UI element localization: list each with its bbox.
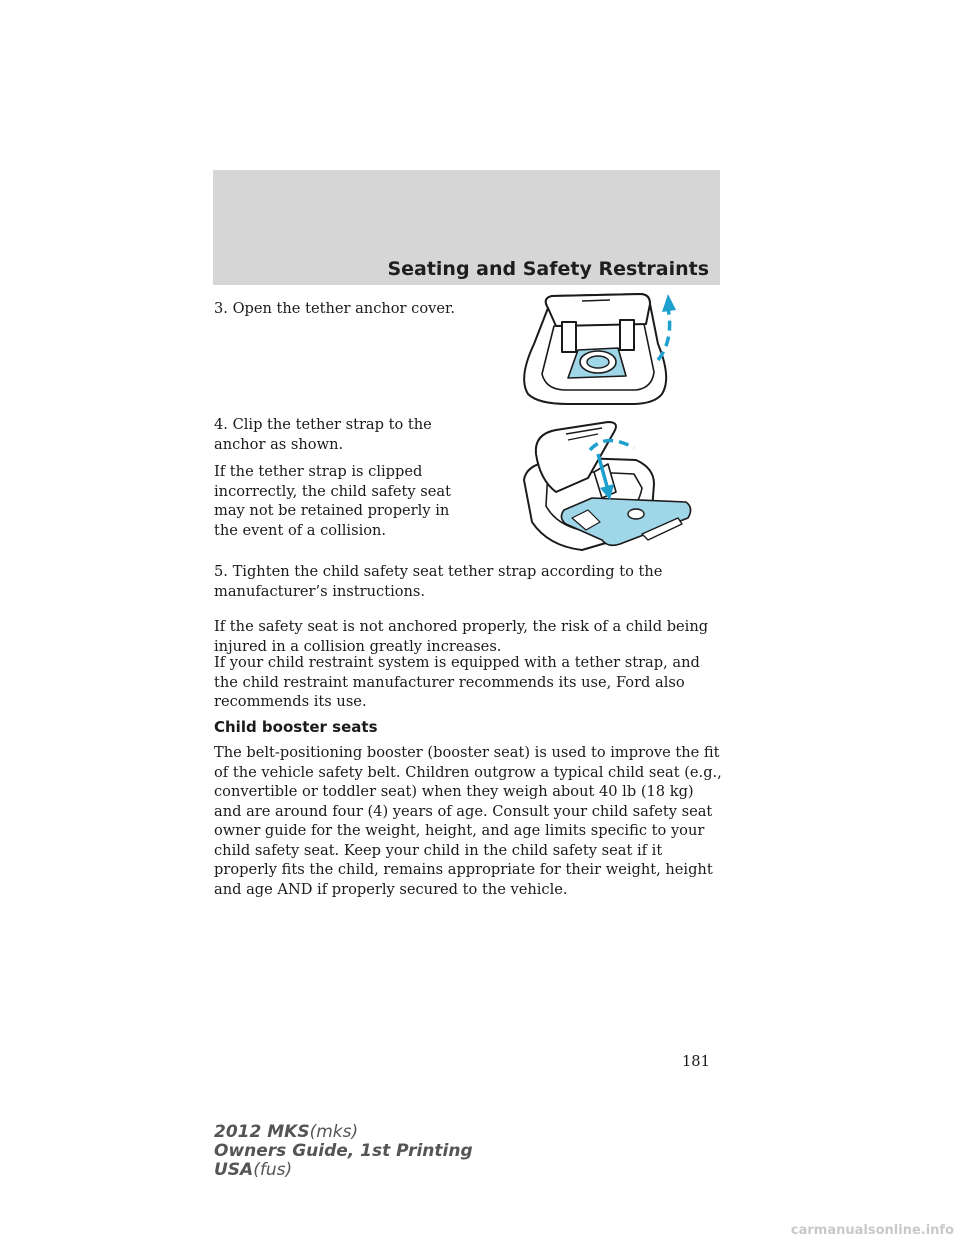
watermark: carmanualsonline.info [790,1223,954,1238]
tether-recommendation-text: If your child restraint system is equipped with a tether strap, and the child restraint manufacturer recommends its use, Ford also recommends its use. [214,654,700,710]
section-title: Seating and Safety Restraints [387,258,709,280]
tether-strap-clip-figure [516,418,704,558]
footer-model: 2012 MKS [214,1122,310,1142]
booster-seats-body: The belt-positioning booster (booster seat) is used to improve the fit of the vehicle safety belt. Children outgrow a typical child seat (e.g., convertible or toddler seat) when they weigh about 40 lb (18 kg) and are around four (4) years of age. Consult your child safety seat owner guide for the weight, height, and age limits specific to your child safety seat. Keep your child in the child safety seat if it properly fits the child, remains appropriate for their weight, height and age AND if properly secured to the vehicle. [214,744,722,898]
footer-region: USA [214,1160,254,1180]
anchor-warning-text: If the safety seat is not anchored properly, the risk of a child being injured in a collision greatly increases. [214,618,709,655]
header-band [213,170,720,285]
tether-warning-text: If the tether strap is clipped incorrectly, the child safety seat may not be retained properly in the event of a collision. [214,463,451,539]
page-number: 181 [682,1053,710,1070]
step-4-text: 4. Clip the tether strap to the anchor as shown. [214,416,432,453]
print-footer [214,1123,473,1180]
step-5-text: 5. Tighten the child safety seat tether strap according to the manufacturer’s instructions. [214,563,663,600]
footer-guide: Owners Guide, 1st Printing [214,1141,473,1161]
footer-model-code: (mks) [309,1122,359,1142]
footer-region-code: (fus) [253,1160,293,1180]
booster-seats-heading: Child booster seats [214,718,378,736]
tether-anchor-cover-open-figure [512,286,688,410]
step-3-text: 3. Open the tether anchor cover. [214,300,456,317]
